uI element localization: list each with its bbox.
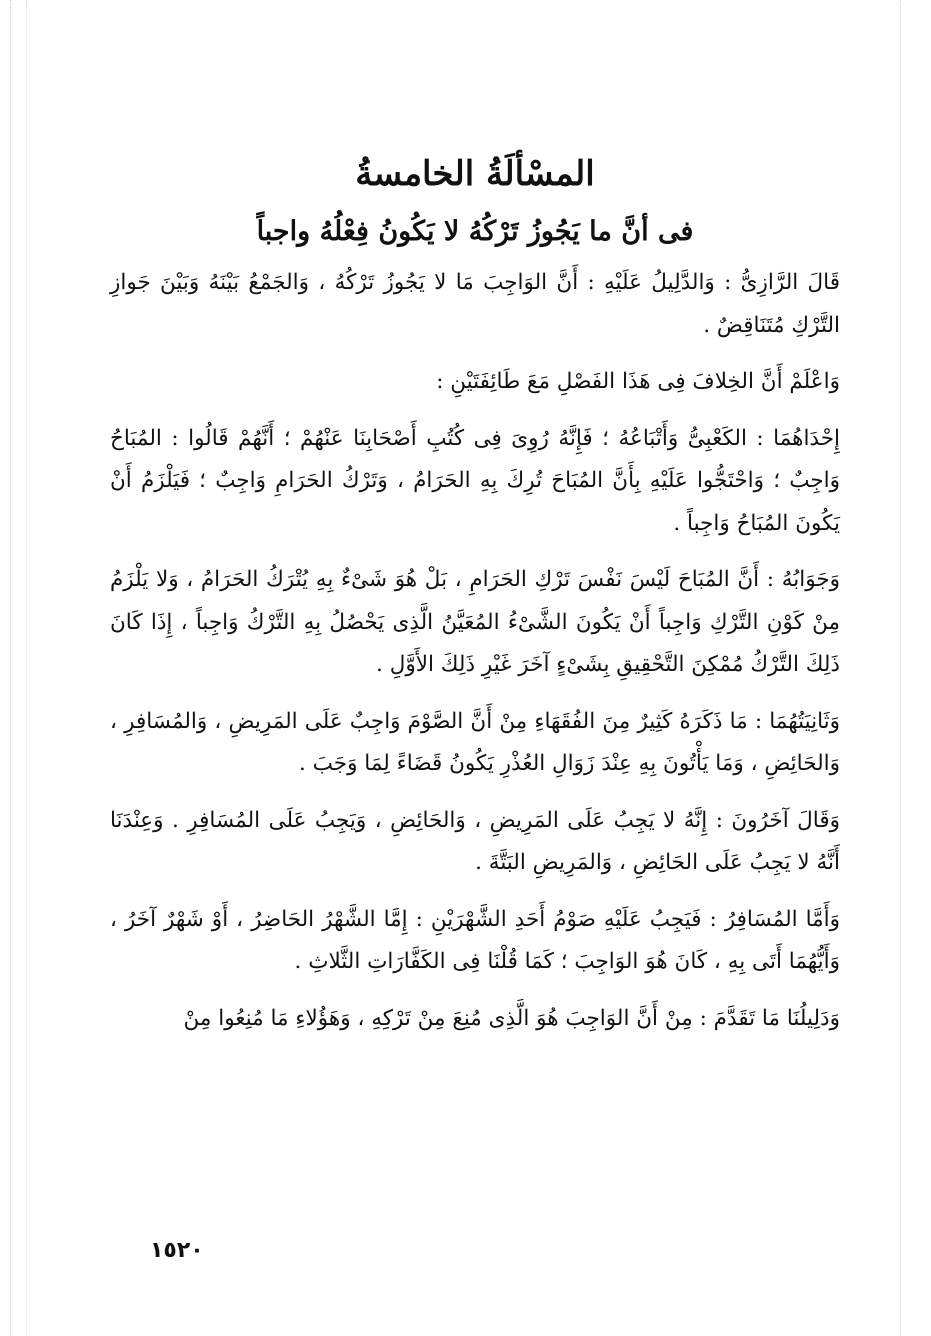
scan-edge-line — [10, 0, 11, 1336]
paragraph: إِحْدَاهُمَا : الكَعْبِىُّ وَأَتْبَاعُهُ ؛ فَإِنَّهُ رُوِىَ فِى كُتُبِ أَصْحَابِنَا عَنْهُمْ ؛ أَنَّهُمْ قَالُوا : المُبَاحُ وَاجِبٌ ؛ وَاحْتَجُّوا عَلَيْهِ بِأَنَّ المُبَاحَ تُرِكَ بِهِ الحَرَامُ ، وَتَرْكُ الحَرَامِ وَاجِبٌ ؛ فَيَلْزَمُ أَنْ يَكُونَ المُبَاحُ وَاجِباً . — [110, 425, 840, 536]
chapter-title: المسْألَةُ الخامسةُ — [355, 154, 595, 194]
paragraph: وَأَمَّا المُسَافِرُ : فَيَجِبُ عَلَيْهِ صَوْمُ أَحَدِ الشَّهْرَيْنِ : إِمَّا الشَّهْرُ الحَاضِرُ ، أَوْ شَهْرٌ آخَرُ ، وَأَيُّهُمَا أَتَى بِهِ ، كَانَ هُوَ الوَاجِبَ ؛ كَمَا قُلْنَا فِى الكَفَّارَاتِ الثَّلاثِ . — [110, 906, 840, 974]
paragraph: وَثَانِيَتُهُمَا : مَا ذَكَرَهُ كَثِيرٌ مِنَ الفُقَهَاءِ مِنْ أَنَّ الصَّوْمَ وَاجِبٌ عَلَى المَرِيضِ ، وَالمُسَافِرِ ، وَالحَائِضِ ، وَمَا يَأْتُونَ بِهِ عِنْدَ زَوَالِ العُذْرِ يَكُونُ قَضَاءً لِمَا وَجَبَ . — [110, 708, 840, 776]
main-text — [110, 150, 840, 1054]
paragraph: وَجَوَابُهُ : أَنَّ المُبَاحَ لَيْسَ نَفْسَ تَرْكِ الحَرَامِ ، بَلْ هُوَ شَىْءٌ بِهِ يُتْرَكُ الحَرَامُ ، وَلا يَلْزَمُ مِنْ كَوْنِ التَّرْكِ وَاجِباً أَنْ يَكُونَ الشَّىْءُ المُعَيَّنُ الَّذِى يَحْصُلُ بِهِ التَّرْكُ وَاجِباً ، إِذَا كَانَ ذَلِكَ التَّرْكُ مُمْكِنَ التَّحْقِيقِ بِشَىْءٍ آخَرَ غَيْرِ ذَلِكَ الأَوَّلِ . — [110, 567, 840, 677]
paragraph: وَدَلِيلُنَا مَا تَقَدَّمَ : مِنْ أَنَّ الوَاجِبَ هُوَ الَّذِى مُنِعَ مِنْ تَرْكِهِ ، وَهَؤُلاءِ مَا مُنِعُوا مِنْ — [183, 1005, 840, 1031]
paragraph: وَقَالَ آخَرُونَ : إِنَّهُ لا يَجِبُ عَلَى المَرِيضِ ، وَالحَائِضِ ، وَيَجِبُ عَلَى المُسَافِرِ . وَعِنْدَنَا أَنَّهُ لا يَجِبُ عَلَى الحَائِضِ ، وَالمَرِيضِ البَتَّةَ . — [110, 807, 840, 875]
page-number: ١٥٢٠ — [150, 1238, 204, 1263]
paragraph: وَاعْلَمْ أَنَّ الخِلافَ فِى هَذَا الفَصْلِ مَعَ طَائِفَتَيْنِ : — [436, 369, 840, 394]
scan-edge-line — [900, 0, 901, 1336]
paragraph: قَالَ الرَّازِىُّ : وَالدَّلِيلُ عَلَيْهِ : أَنَّ الوَاجِبَ مَا لا يَجُوزُ تَرْكُهُ ، وَالجَمْعُ بَيْنَهُ وَبَيْنَ جَوازِ التَّرْكِ مُتَنَاقِضٌ . — [110, 270, 840, 338]
scan-edge-line — [26, 0, 27, 1336]
chapter-subtitle: فى أنَّ ما يَجُوزُ تَرْكُهُ لا يَكُونُ فِعْلُهُ واجباً — [256, 216, 694, 247]
